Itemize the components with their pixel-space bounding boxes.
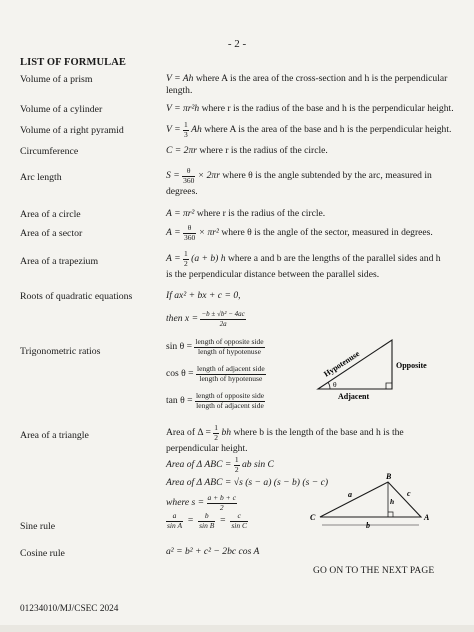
formula-roots-solution: then x = $\frac{\text{−b ± √b² − 4ac}}{2a}$ (166, 310, 245, 328)
right-triangle-diagram (312, 336, 442, 402)
vertex-A: A (424, 513, 430, 522)
label-prism: Volume of a prism (20, 74, 93, 85)
formula-circle: A = πr² where r is the radius of the circle. (166, 208, 326, 219)
formula-triangle-absinc: Area of Δ ABC = $\frac{1}{2}$ ab sin C (166, 455, 274, 474)
theta-symbol: θ (333, 380, 337, 389)
opposite-label: Opposite (396, 361, 427, 370)
formula-circumference: C = 2πr where r is the radius of the circle. (166, 145, 328, 156)
side-c-label: c (407, 489, 411, 498)
right-angle-marker (386, 383, 392, 389)
label-circumference: Circumference (20, 146, 79, 157)
side-a-label: a (348, 490, 352, 499)
formula-triangle-heron: Area of Δ ABC = √s (s − a) (s − b) (s − c) (166, 477, 329, 488)
list-heading: LIST OF FORMULAE (20, 57, 127, 68)
label-circle: Area of a circle (20, 209, 81, 220)
abc-right-angle-marker (388, 512, 393, 517)
label-pyramid: Volume of a right pyramid (20, 125, 124, 136)
formula-sector: A = $\frac{\theta}{360}$ × πr² where θ is the angle of the sector, measured in degrees. (166, 223, 433, 242)
formula-roots-condition: If ax² + bx + c = 0, (166, 290, 241, 301)
formula-trapezium: A = $\frac{1}{2}$ (a + b) h where a and b are the lengths of the parallel sides and h is the perpendicular distance between the parallel sides. (166, 249, 441, 280)
formula-cos: cos θ = $\frac{\text{length of adjacent side}}{\text{length of hypotenuse}}$ (166, 364, 265, 383)
label-sine: Sine rule (20, 521, 56, 532)
go-on-notice: GO ON TO THE NEXT PAGE (313, 566, 435, 576)
side-b-label: b (366, 521, 370, 530)
label-trapezium: Area of a trapezium (20, 256, 99, 267)
formula-prism: V = Ah where A is the area of the cross-section and h is the perpendicular length. (166, 73, 448, 96)
formula-sin: sin θ = $\frac{\text{length of opposite side}}{\text{length of hypotenuse}}$ (166, 337, 264, 356)
abc-triangle-shape (320, 482, 421, 517)
adjacent-label: Adjacent (338, 392, 370, 401)
frac-one-third: $\frac{1}{3}$ (183, 120, 188, 139)
hypotenuse-label: Hypotenuse (322, 349, 362, 379)
theta-arc (328, 383, 330, 390)
paper-code: 01234010/MJ/CSEC 2024 (20, 604, 119, 614)
vertex-C: C (310, 513, 316, 522)
formula-triangle-bh: Area of Δ = $\frac{1}{2}$ bh where b is the length of the base and h is the perpendicular height. (166, 423, 404, 454)
page-bottom-edge (0, 625, 474, 632)
vertex-B: B (386, 472, 392, 481)
label-triangle: Area of a triangle (20, 430, 89, 441)
page-number: - 2 - (227, 38, 247, 50)
label-cylinder: Volume of a cylinder (20, 104, 103, 115)
formula-cosine: a² = b² + c² − 2bc cos A (166, 546, 260, 557)
label-arc: Arc length (20, 172, 62, 183)
label-trig: Trigonometric ratios (20, 346, 101, 357)
abc-triangle-diagram (308, 470, 438, 532)
label-roots: Roots of quadratic equations (20, 291, 133, 302)
formula-tan: tan θ = $\frac{\text{length of opposite side}}{\text{length of adjacent side}}$ (166, 391, 265, 410)
formula-cylinder: V = πr²h where r is the radius of the base and h is the perpendicular height. (166, 103, 454, 114)
formula-sine: $\frac{a}{\text{sin A}}$ = $\frac{b}{\text{sin B}}$ = $\frac{c}{\text{sin C}}$ (167, 511, 247, 530)
formula-triangle-s: where s = $\frac{a + b + c}{2}$ (166, 493, 236, 512)
right-triangle-shape (318, 340, 392, 389)
formula-arc: S = $\frac{\theta}{360}$ × 2πr where θ is the angle subtended by the arc, measured in degrees. (166, 166, 432, 197)
height-label: h (390, 497, 395, 506)
formula-pyramid: V = $\frac{1}{3}$ Ah where A is the area of the base and h is the perpendicular height. (166, 120, 452, 139)
label-sector: Area of a sector (20, 228, 83, 239)
label-cosine: Cosine rule (20, 548, 65, 559)
